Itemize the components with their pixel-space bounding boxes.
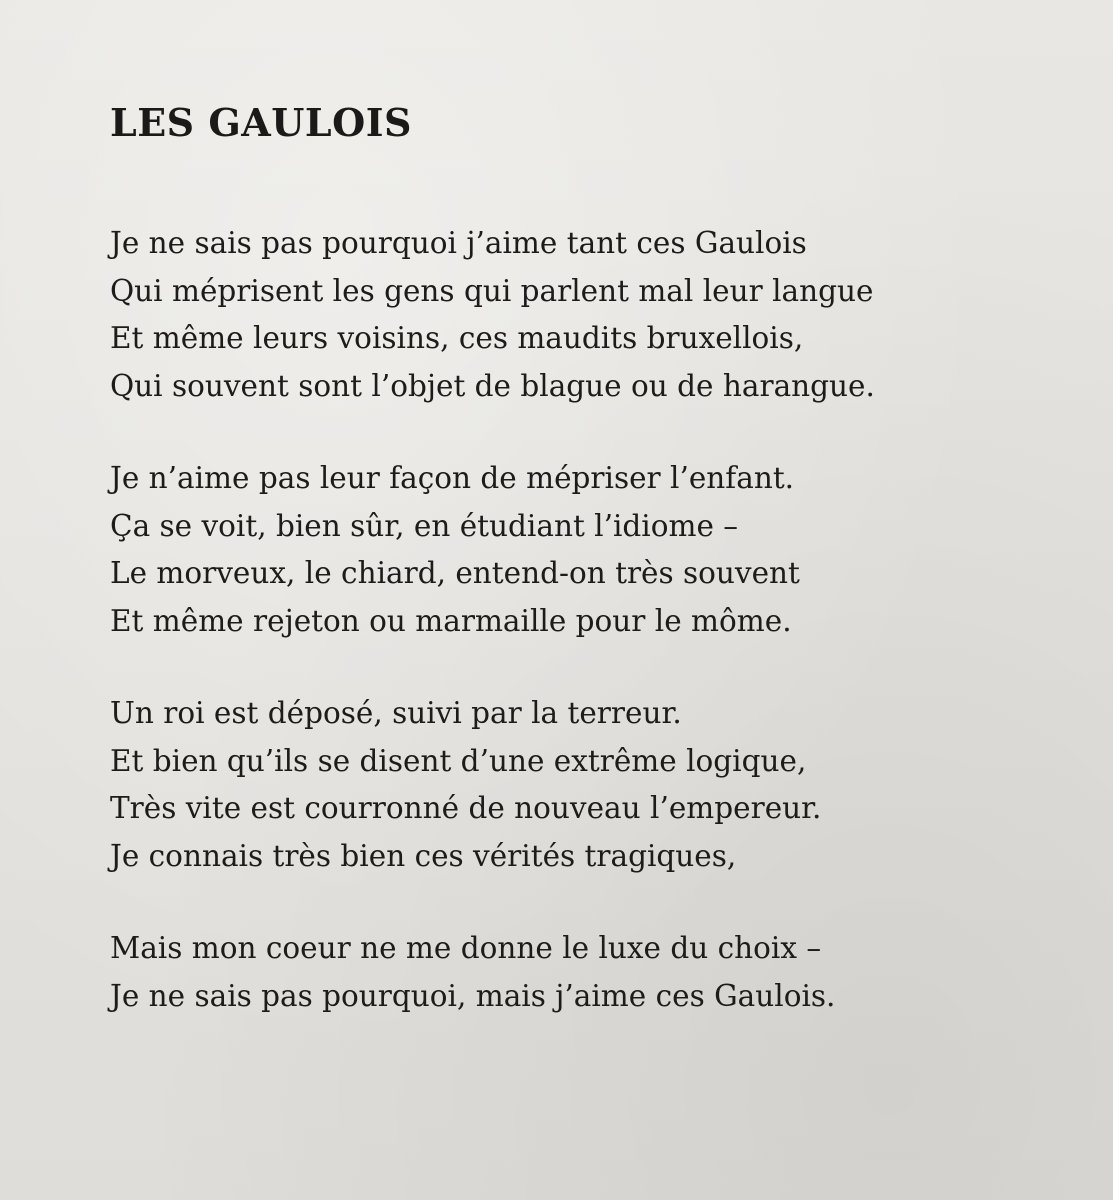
poem-line: Qui méprisent les gens qui parlent mal leur langue (110, 273, 874, 308)
stanza-2 (110, 455, 1070, 645)
poem-line: Je connais très bien ces vérités tragiques, (110, 838, 737, 873)
stanza-1 (110, 220, 1070, 410)
poem-line: Et même leurs voisins, ces maudits bruxellois, (110, 321, 804, 355)
poem-line: Et bien qu’ils se disent d’une extrême logique, (110, 743, 807, 778)
poem-line: Un roi est déposé, suivi par la terreur. (110, 696, 682, 730)
poem-line: Je ne sais pas pourquoi j’aime tant ces Gaulois (110, 226, 807, 260)
poem-line: Très vite est courronné de nouveau l’empereur. (110, 791, 822, 825)
poem-body (110, 220, 1070, 1065)
poem-line: Je n’aime pas leur façon de mépriser l’enfant. (110, 461, 795, 495)
poem-line: Je ne sais pas pourquoi, mais j’aime ces Gaulois. (110, 978, 836, 1013)
poem-line: Le morveux, le chiard, entend-on très souvent (110, 556, 800, 590)
stanza-4 (110, 925, 1070, 1020)
poem-line: Ça se voit, bien sûr, en étudiant l’idiome – (110, 508, 739, 543)
poem-line: Mais mon coeur ne me donne le luxe du choix – (110, 931, 822, 965)
stanza-3 (110, 690, 1070, 880)
poem-line: Et même rejeton ou marmaille pour le môme. (110, 603, 792, 638)
poem-line: Qui souvent sont l’objet de blague ou de harangue. (110, 368, 875, 403)
poem-title: LES GAULOIS (110, 100, 412, 145)
